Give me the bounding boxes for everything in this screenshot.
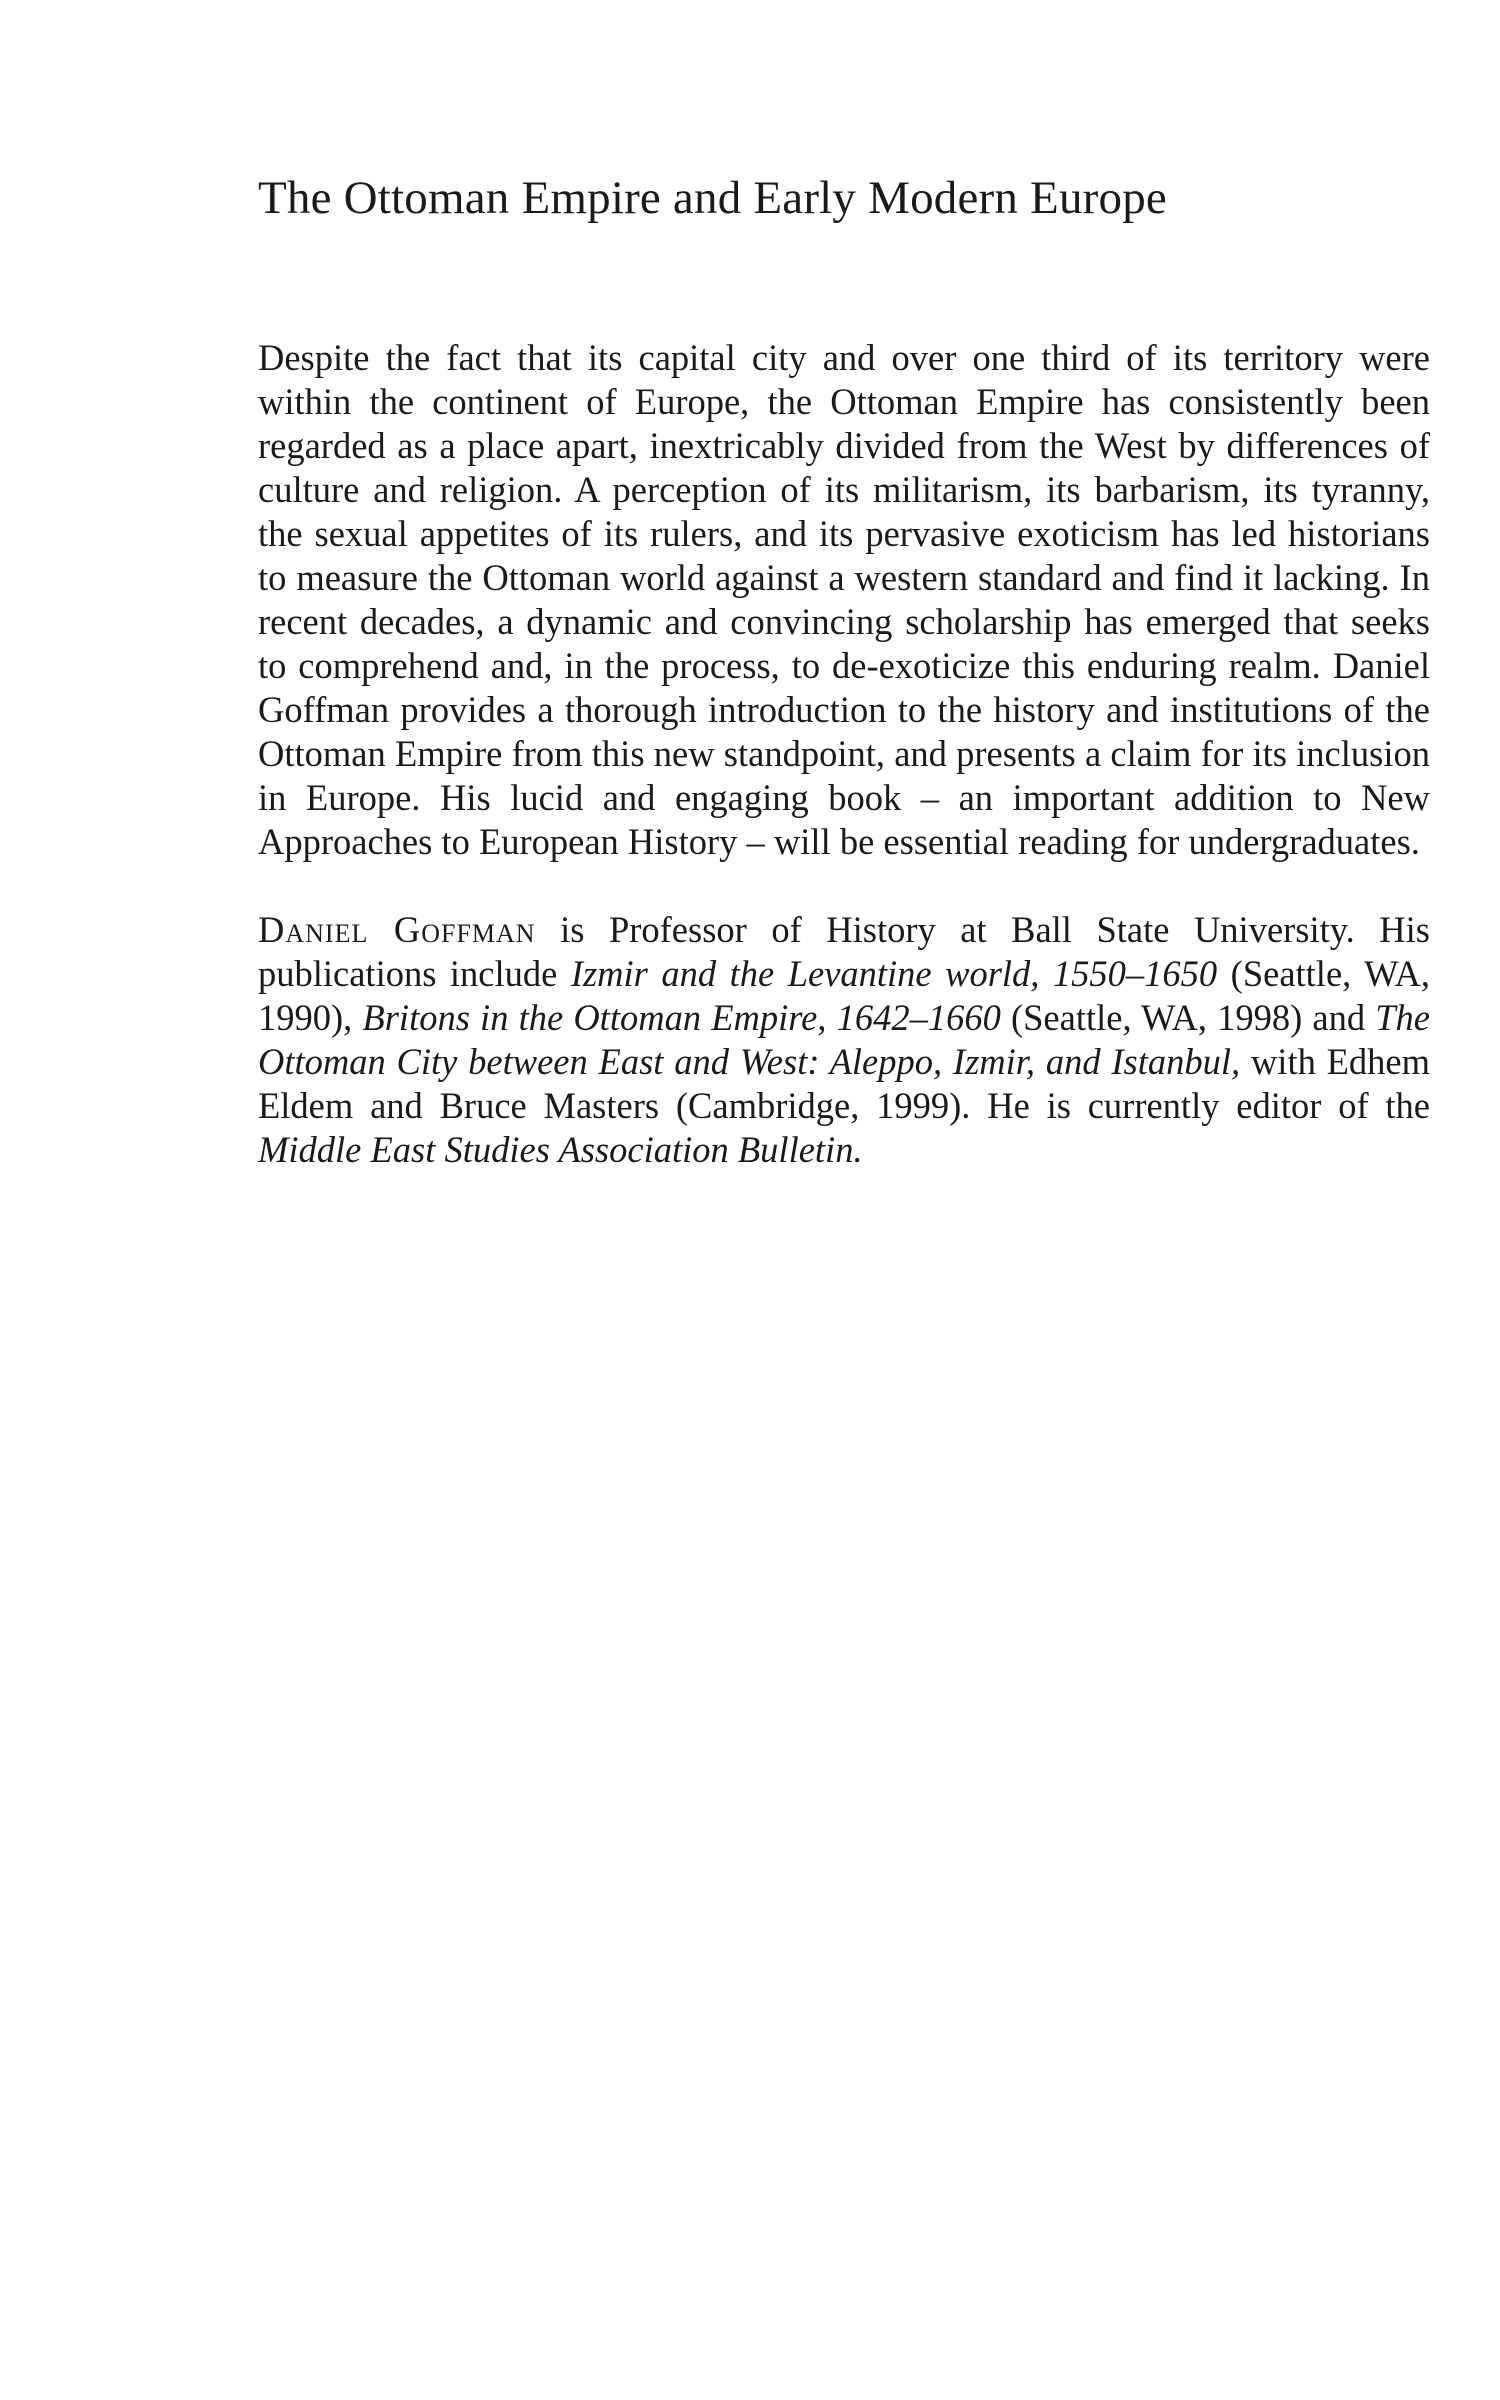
bio-text-4: with Edhem Eldem and Bruce Masters (Cambridge, 1999). He is currently editor of the bbox=[258, 1041, 1431, 1127]
book-description bbox=[258, 336, 1430, 864]
bio-text-3: (Seattle, WA, 1998) and bbox=[1000, 997, 1376, 1039]
bio-paragraph bbox=[258, 908, 1430, 1172]
book-title-ottoman-city: The Ottoman City between East and West: Aleppo, Izmir, and Istanbul, bbox=[258, 997, 1430, 1083]
author-bio bbox=[258, 908, 1430, 1172]
description-paragraph: Despite the fact that its capital city and over one third of its territory were within the continent of Europe, the Ottoman Empire has consistently been regarded as a place apart, inextricably divided from the West by differences of culture and religion. A perception of its militarism, its barbarism, its tyranny, the sexual appetites of its rulers, and its pervasive exoticism has led historians to measure the Ottoman world against a western standard and find it lacking. In recent decades, a dynamic and convincing scholarship has emerged that seeks to comprehend and, in the process, to de-exoticize this enduring realm. Daniel Goffman provides a thorough introduction to the history and institutions of the Ottoman Empire from this new standpoint, and presents a claim for its inclusion in Europe. His lucid and engaging book – an important addition to New Approaches to European History – will be essential reading for undergraduates. bbox=[258, 337, 1430, 863]
author-name: Daniel Goffman bbox=[258, 909, 536, 951]
bio-text-1: is Professor of History at Ball State University. His publications include bbox=[258, 909, 1431, 995]
bio-text-2: (Seattle, WA, 1990), bbox=[258, 953, 1430, 1039]
page bbox=[258, 170, 1430, 1172]
book-title: The Ottoman Empire and Early Modern Europe bbox=[258, 172, 1167, 224]
book-title-britons: Britons in the Ottoman Empire, 1642–1660 bbox=[362, 997, 1001, 1039]
journal-title: Middle East Studies Association Bulletin. bbox=[258, 1129, 863, 1171]
book-title-izmir: Izmir and the Levantine world, 1550–1650 bbox=[570, 953, 1218, 995]
